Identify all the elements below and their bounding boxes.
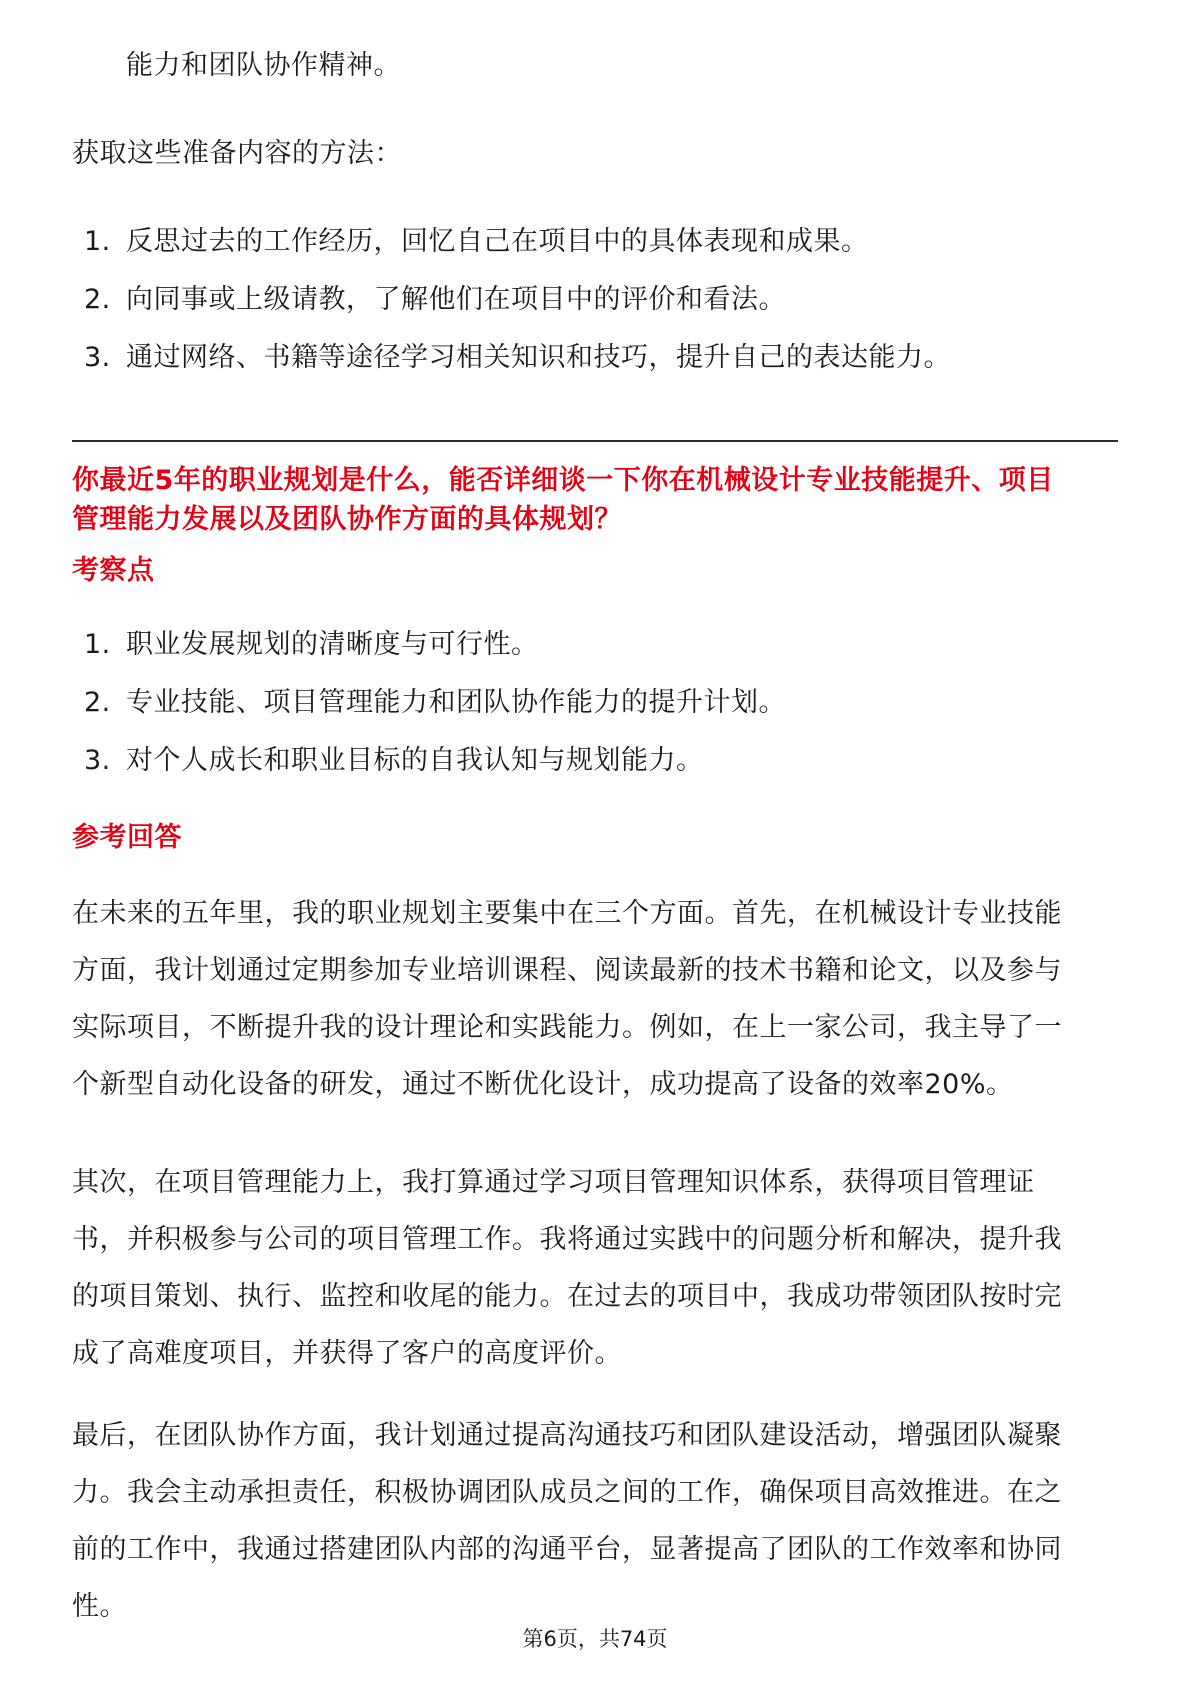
paragraph-line: 个新型自动化设备的研发，通过不断优化设计，成功提高了设备的效率20%。: [72, 1069, 1014, 1100]
question-title: [72, 461, 1118, 539]
paragraph-line: 方面，我计划通过定期参加专业培训课程、阅读最新的技术书籍和论文，以及参与: [72, 955, 1062, 986]
answer-paragraph: [72, 1418, 1118, 1646]
continuation-line: 能力和团队协作精神。: [126, 50, 401, 81]
list-text: 向同事或上级请教，了解他们在项目中的评价和看法。: [126, 284, 786, 315]
list-number: 2.: [84, 687, 111, 718]
list-text: 职业发展规划的清晰度与可行性。: [126, 629, 539, 660]
list-item: [84, 685, 786, 721]
assessment-heading: 考察点: [72, 555, 155, 586]
list-text: 对个人成长和职业目标的自我认知与规划能力。: [126, 745, 704, 776]
list-number: 3.: [84, 342, 111, 373]
question-line: 你最近5年的职业规划是什么，能否详细谈一下你在机械设计专业技能提升、项目: [72, 465, 1054, 496]
paragraph-line: 其次，在项目管理能力上，我打算通过学习项目管理知识体系，获得项目管理证: [72, 1167, 1035, 1198]
paragraph-line: 的项目策划、执行、监控和收尾的能力。在过去的项目中，我成功带领团队按时完: [72, 1281, 1062, 1312]
list-text: 反思过去的工作经历，回忆自己在项目中的具体表现和成果。: [126, 226, 869, 257]
page-indicator: 第6页，共74页: [522, 1627, 668, 1651]
paragraph-line: 在未来的五年里，我的职业规划主要集中在三个方面。首先，在机械设计专业技能: [72, 898, 1062, 929]
document-page: [72, 0, 1118, 1684]
list-item: [84, 282, 951, 318]
assessment-list: [84, 627, 786, 801]
question-line: 管理能力发展以及团队协作方面的具体规划？: [72, 504, 622, 535]
paragraph-line: 书，并积极参与公司的项目管理工作。我将通过实践中的问题分析和解决，提升我: [72, 1224, 1062, 1255]
list-item: [84, 627, 786, 663]
list-item: [84, 224, 951, 260]
list-item: [84, 743, 786, 779]
list-text: 专业技能、项目管理能力和团队协作能力的提升计划。: [126, 687, 786, 718]
methods-list: [84, 224, 951, 398]
paragraph-line: 前的工作中，我通过搭建团队内部的沟通平台，显著提高了团队的工作效率和协同: [72, 1534, 1062, 1565]
list-number: 1.: [84, 226, 111, 257]
answer-paragraph: [72, 896, 1118, 1124]
list-item: [84, 340, 951, 376]
answer-heading: 参考回答: [72, 822, 182, 853]
answer-paragraph: [72, 1165, 1118, 1393]
list-number: 2.: [84, 284, 111, 315]
paragraph-line: 力。我会主动承担责任，积极协调团队成员之间的工作，确保项目高效推进。在之: [72, 1477, 1062, 1508]
list-number: 3.: [84, 745, 111, 776]
methods-intro: 获取这些准备内容的方法：: [72, 138, 402, 169]
paragraph-line: 最后，在团队协作方面，我计划通过提高沟通技巧和团队建设活动，增强团队凝聚: [72, 1420, 1062, 1451]
section-divider: [72, 440, 1118, 442]
list-number: 1.: [84, 629, 111, 660]
paragraph-line: 性。: [72, 1591, 127, 1622]
paragraph-line: 成了高难度项目，并获得了客户的高度评价。: [72, 1338, 622, 1369]
paragraph-line: 实际项目，不断提升我的设计理论和实践能力。例如，在上一家公司，我主导了一: [72, 1012, 1062, 1043]
list-text: 通过网络、书籍等途径学习相关知识和技巧，提升自己的表达能力。: [126, 342, 951, 373]
